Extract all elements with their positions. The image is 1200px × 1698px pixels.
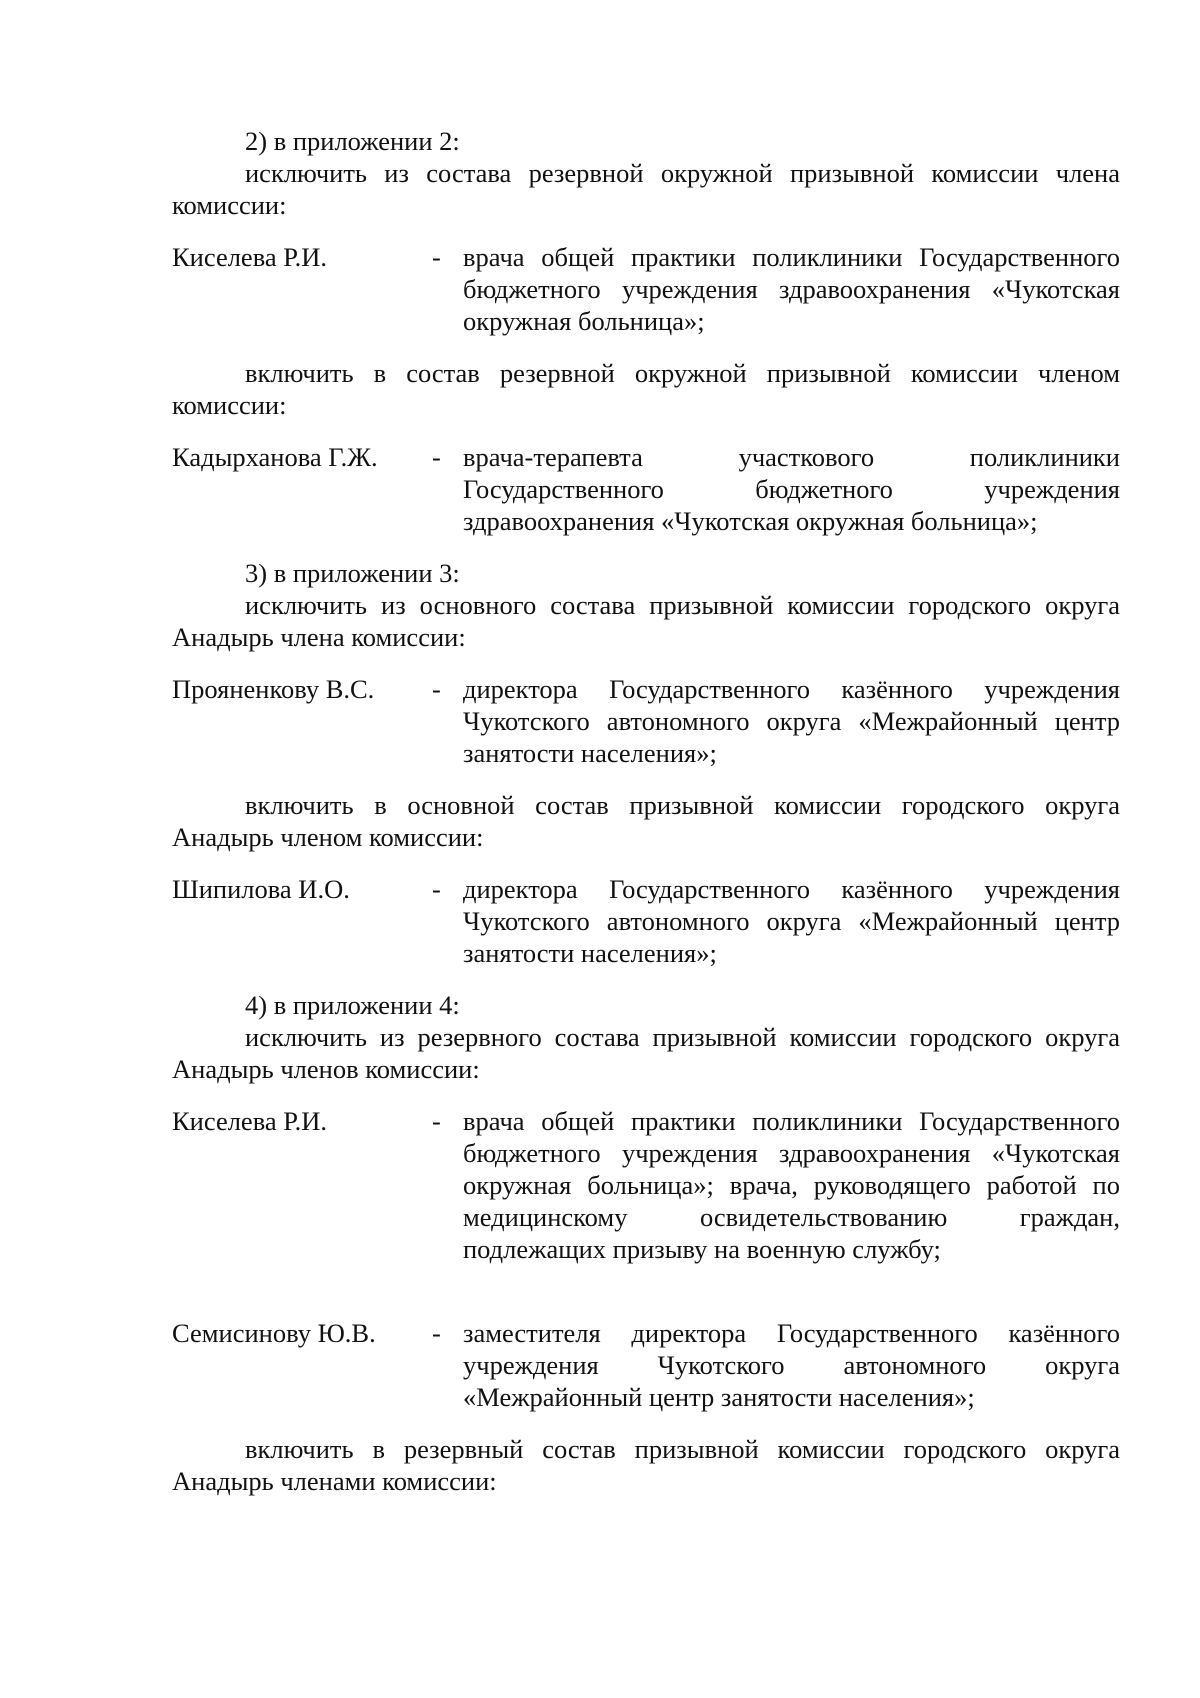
section-3-exclude-desc: директора Государственного казённого учреждения Чукотского автономного округа «Межрайонный центр занятости населения»; [463,674,1120,768]
section-2-include-name: Кадырханова Г.Ж. [172,442,378,472]
section-3-exclude-dash: - [432,674,441,704]
section-3-include-text: включить в основной состав призывной комиссии городского округа Анадырь членом комиссии: [172,790,1120,852]
section-2-include-text: включить в состав резервной окружной призывной комиссии членом комиссии: [172,358,1120,420]
section-2-exclude-text: исключить из состава резервной окружной призывной комиссии члена комиссии: [172,158,1120,220]
section-4-heading: 4) в приложении 4: [245,990,460,1020]
section-2-include-desc: врача-терапевта участкового поликлиники Государственного бюджетного учреждения здравоохранения «Чукотская окружная больница»; [463,442,1120,536]
section-4-exclude-desc-2: заместителя директора Государственного казённого учреждения Чукотского автономного округа «Межрайонный центр занятости населения»; [463,1318,1120,1412]
section-2-exclude-desc: врача общей практики поликлиники Государственного бюджетного учреждения здравоохранения «Чукотская окружная больница»; [463,242,1120,336]
section-4-exclude-text: исключить из резервного состава призывной комиссии городского округа Анадырь членов комиссии: [172,1022,1120,1084]
section-3-include-desc: директора Государственного казённого учреждения Чукотского автономного округа «Межрайонный центр занятости населения»; [463,874,1120,968]
section-3-include-dash: - [432,874,441,904]
section-2-exclude-dash: - [432,242,441,272]
section-3-heading: 3) в приложении 3: [245,558,460,588]
section-2-include-dash: - [432,442,441,472]
section-3-exclude-text: исключить из основного состава призывной комиссии городского округа Анадырь члена комиссии: [172,590,1120,652]
section-4-exclude-dash-2: - [432,1318,441,1348]
section-4-exclude-name-2: Семисинову Ю.В. [172,1318,376,1348]
section-3-exclude-name: Прояненкову В.С. [172,674,375,704]
section-4-exclude-desc-1: врача общей практики поликлиники Государственного бюджетного учреждения здравоохранения «Чукотская окружная больница»; врача, руководящего работой по медицинскому освидетельствованию граждан, подлежащих призыву на военную службу; [463,1106,1120,1264]
section-2-heading: 2) в приложении 2: [245,126,460,156]
section-4-exclude-dash-1: - [432,1106,441,1136]
section-2-exclude-name: Киселева Р.И. [172,242,328,272]
section-3-include-name: Шипилова И.О. [172,874,350,904]
section-4-exclude-name-1: Киселева Р.И. [172,1106,328,1136]
section-4-include-text: включить в резервный состав призывной комиссии городского округа Анадырь членами комиссии: [172,1434,1120,1496]
